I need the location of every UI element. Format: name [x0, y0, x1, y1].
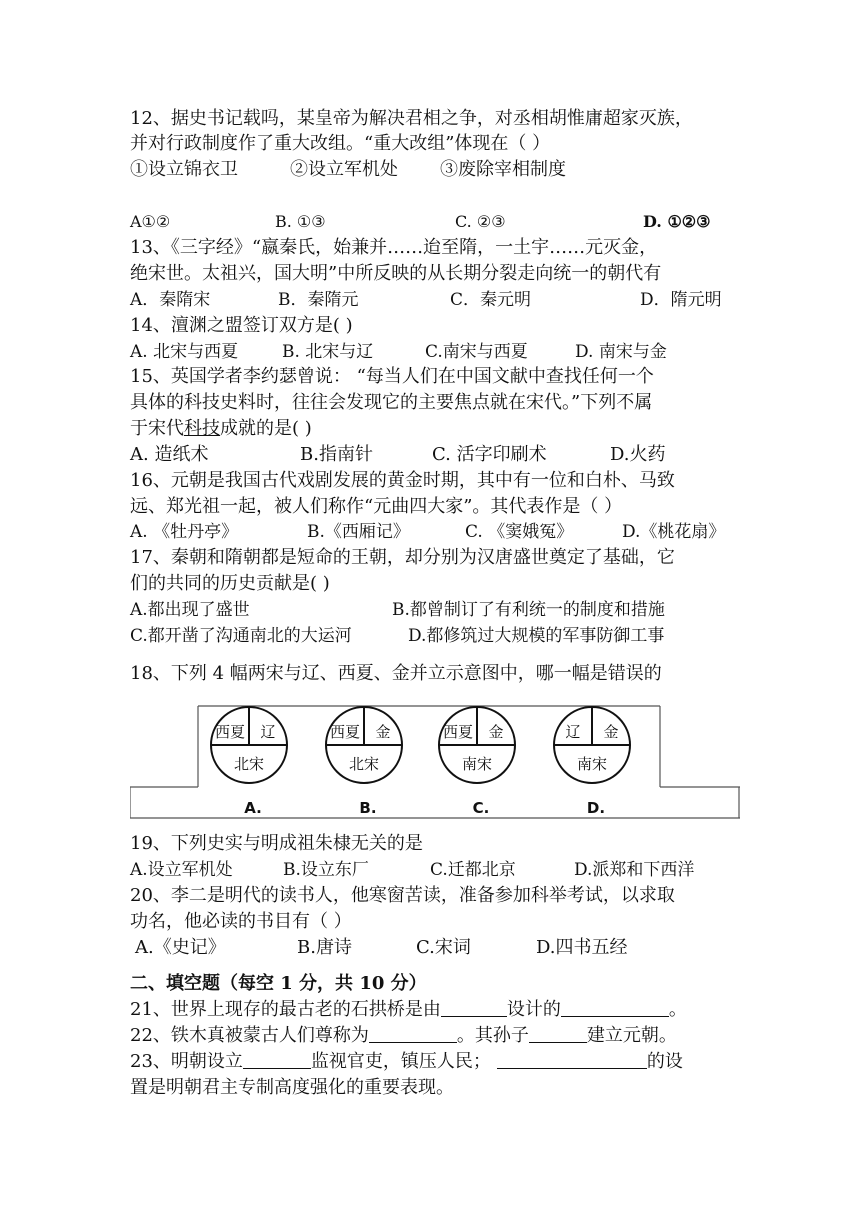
q16-line2: 远、郑光祖一起，被人们称作“元曲四大家”。其代表作是（ ） — [130, 496, 623, 517]
q16-line1: 16、元朝是我国古代戏剧发展的黄金时期，其中有一位和白朴、马致 — [130, 470, 675, 491]
q13-option-c: C．秦元明 — [450, 290, 532, 310]
q18-figure-d-right-label: 金 — [603, 723, 619, 741]
q14-line1: 14、澶渊之盟签订双方是( ) — [130, 315, 353, 336]
q19-option-a: A.设立军机处 — [130, 860, 233, 880]
q18-figure — [130, 703, 740, 819]
q12-item-2: ②设立军机处 — [290, 159, 398, 180]
q16-option-c: C. 《窦娥冤》 — [465, 522, 574, 542]
q15-option-c: C. 活字印刷术 — [432, 444, 547, 465]
q18-figure-c-bottom-label: 南宋 — [461, 755, 493, 773]
q17-option-b: B.都曾制订了有利统一的制度和措施 — [392, 600, 665, 620]
q14-option-c: C.南宋与西夏 — [425, 342, 528, 362]
q17-option-d: D.都修筑过大规模的军事防御工事 — [408, 626, 665, 646]
q14-option-b: B. 北宋与辽 — [282, 342, 374, 362]
q18-figure-b-option-label: B. — [359, 799, 377, 817]
q13-line1: 13、《三字经》“嬴秦氏，始兼并……迨至隋，一土宇……元灭金， — [130, 237, 658, 258]
q17-line1: 17、秦朝和隋朝都是短命的王朝，却分别为汉唐盛世奠定了基础，它 — [130, 547, 675, 568]
q19-option-b: B.设立东厂 — [283, 860, 369, 880]
q18-figure-d-bottom-label: 南宋 — [576, 755, 608, 773]
q18-figure-d-left-label: 辽 — [565, 723, 581, 741]
q22-line: 22、铁木真被蒙古人们尊称为 。其孙子 建立元朝。 — [130, 1025, 677, 1046]
q22-blank-2[interactable] — [529, 1024, 587, 1043]
q13-option-d: D．隋元明 — [640, 290, 722, 310]
q23-line2: 置是明朝君主专制高度强化的重要表现。 — [130, 1077, 454, 1098]
q18-figure-b-right-label: 金 — [375, 723, 391, 741]
q12-line2: 并对行政制度作了重大改组。“重大改组”体现在（ ） — [130, 133, 551, 154]
q12-option-b: B. ①③ — [275, 212, 326, 231]
q12-item-3: ③废除宰相制度 — [440, 159, 566, 180]
q23-blank-2[interactable] — [497, 1050, 647, 1069]
q18-figure-b-left-label: 西夏 — [329, 723, 361, 741]
q18-figure-a-left-label: 西夏 — [214, 723, 246, 741]
q21-line: 21、世界上现存的最古老的石拱桥是由 设计的 。 — [130, 999, 687, 1020]
q20-option-b: B.唐诗 — [297, 937, 352, 958]
q14-option-a: A. 北宋与西夏 — [130, 342, 239, 362]
q19-option-d: D.派郑和下西洋 — [574, 860, 695, 880]
q15-option-b: B.指南针 — [300, 444, 373, 465]
q14-option-d: D. 南宋与金 — [575, 342, 667, 362]
q13-line2: 绝宋世。太祖兴，国大明”中所反映的从长期分裂走向统一的朝代有 — [130, 263, 662, 284]
q17-line2: 们的共同的历史贡献是( ) — [130, 573, 330, 594]
q22-blank-1[interactable] — [369, 1024, 457, 1043]
q18-figure-c-option-label: C. — [472, 799, 490, 817]
q15-line3: 于宋代科技成就的是( ) — [130, 418, 312, 439]
q18-figure-c-left-label: 西夏 — [442, 723, 474, 741]
q20-option-c: C.宋词 — [416, 937, 471, 958]
q17-option-a: A.都出现了盛世 — [130, 600, 250, 620]
q12-item-1: ①设立锦衣卫 — [130, 159, 238, 180]
q18-figure-c-right-label: 金 — [488, 723, 504, 741]
q15-line2: 具体的科技史料时，往往会发现它的主要焦点就在宋代。”下列不属 — [130, 392, 653, 413]
section-2-title: 二、填空题（每空 1 分，共 10 分） — [130, 973, 427, 994]
q20-line1: 20、李二是明代的读书人，他寒窗苦读，准备参加科举考试，以求取 — [130, 885, 675, 906]
q20-line2: 功名，他必读的书目有（ ） — [130, 911, 352, 932]
q21-blank-2[interactable] — [561, 998, 669, 1017]
q23-line1: 23、明朝设立 监视官吏，镇压人民； 的设 — [130, 1051, 683, 1072]
q12-option-a: A①② — [130, 212, 171, 231]
q19-option-c: C.迁都北京 — [430, 860, 516, 880]
q13-option-a: A．秦隋宋 — [130, 290, 211, 310]
q18-figure-a-option-label: A. — [244, 799, 262, 817]
q12-option-c: C. ②③ — [455, 212, 506, 231]
q15-line1: 15、英国学者李约瑟曾说： “每当人们在中国文献中查找任何一个 — [130, 366, 654, 387]
q20-option-d: D.四书五经 — [536, 937, 628, 958]
q16-option-a: A. 《牡丹亭》 — [130, 522, 239, 542]
q18-figure-b-bottom-label: 北宋 — [348, 755, 380, 773]
q18-figure-svg — [130, 703, 740, 819]
q13-option-b: B．秦隋元 — [278, 290, 359, 310]
q12-line1: 12、据史书记载吗，某皇帝为解决君相之争，对丞相胡惟庸超家灭族， — [130, 108, 693, 129]
q18-figure-d-option-label: D. — [586, 799, 606, 817]
q19-line1: 19、下列史实与明成祖朱棣无关的是 — [130, 833, 423, 854]
q18-figure-a-bottom-label: 北宋 — [233, 755, 265, 773]
q12-option-d: D. ①②③ — [643, 212, 711, 231]
q17-option-c: C.都开凿了沟通南北的大运河 — [130, 626, 352, 646]
q21-blank-1[interactable] — [441, 998, 507, 1017]
q16-option-d: D.《桃花扇》 — [622, 522, 726, 542]
q15-option-a: A. 造纸术 — [130, 444, 209, 465]
q16-option-b: B.《西厢记》 — [307, 522, 410, 542]
q18-line1: 18、下列 4 幅两宋与辽、西夏、金并立示意图中，哪一幅是错误的 — [130, 663, 662, 684]
q20-option-a: A.《史记》 — [135, 937, 226, 958]
q18-figure-a-right-label: 辽 — [260, 723, 276, 741]
q15-option-d: D.火药 — [610, 444, 666, 465]
q23-blank-1[interactable] — [243, 1050, 311, 1069]
q15-underlined-word: 科技 — [184, 418, 220, 439]
